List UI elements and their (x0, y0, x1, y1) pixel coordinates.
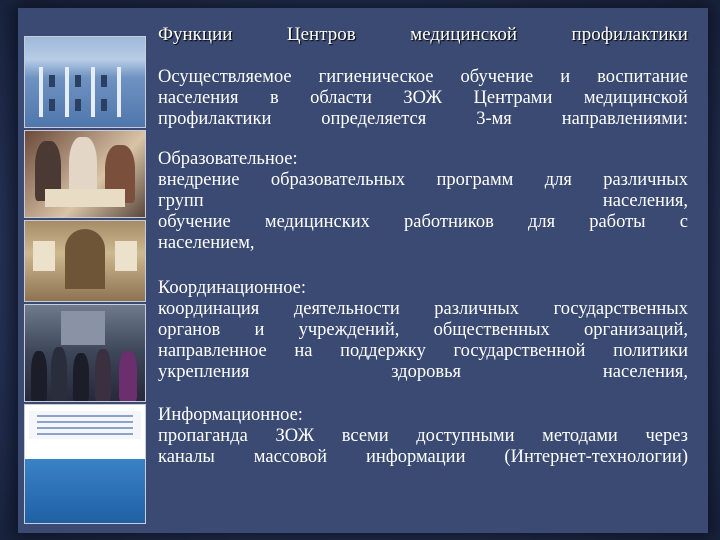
photo-column (24, 36, 146, 524)
group-meeting-photo (24, 304, 146, 402)
section-line: внедрение образовательных программ для различных (158, 170, 688, 190)
title-word: профилактики (571, 24, 688, 45)
section-heading: Координационное: (158, 278, 307, 298)
section-line: органов и учреждений, общественных организаций, (158, 320, 688, 340)
section-line: пропаганда ЗОЖ всеми доступными методами через (158, 426, 688, 446)
section-line: координация деятельности различных государственных (158, 299, 688, 319)
section-coordination (158, 278, 688, 383)
title-word: Центров (286, 24, 356, 45)
section-line: групп населения, (158, 191, 688, 211)
section-line: направленное на поддержку государственной политики (158, 341, 688, 361)
section-line: укрепления здоровья населения, (158, 362, 688, 382)
slide-title (158, 24, 688, 46)
hygiene-book-cover (24, 404, 146, 524)
building-photo (24, 36, 146, 128)
title-word: медицинской (410, 24, 518, 45)
intro-line: Осуществляемое гигиеническое обучение и воспитание (158, 67, 688, 87)
training-session-photo (24, 130, 146, 218)
section-information (158, 405, 688, 468)
section-line: обучение медицинских работников для работы с (158, 212, 688, 232)
section-line: каналы массовой информации (Интернет-технологии) (158, 447, 688, 467)
section-education (158, 149, 688, 254)
section-heading: Информационное: (158, 405, 303, 425)
exhibition-hall-photo (24, 220, 146, 302)
section-heading: Образовательное: (158, 149, 298, 169)
section-line: населением, (158, 233, 255, 253)
intro-paragraph (158, 67, 688, 130)
title-word: Функции (158, 24, 233, 45)
intro-line: населения в области ЗОЖ Центрами медицинской (158, 88, 688, 108)
intro-line: профилактики определяется 3-мя направлениями: (158, 109, 688, 129)
